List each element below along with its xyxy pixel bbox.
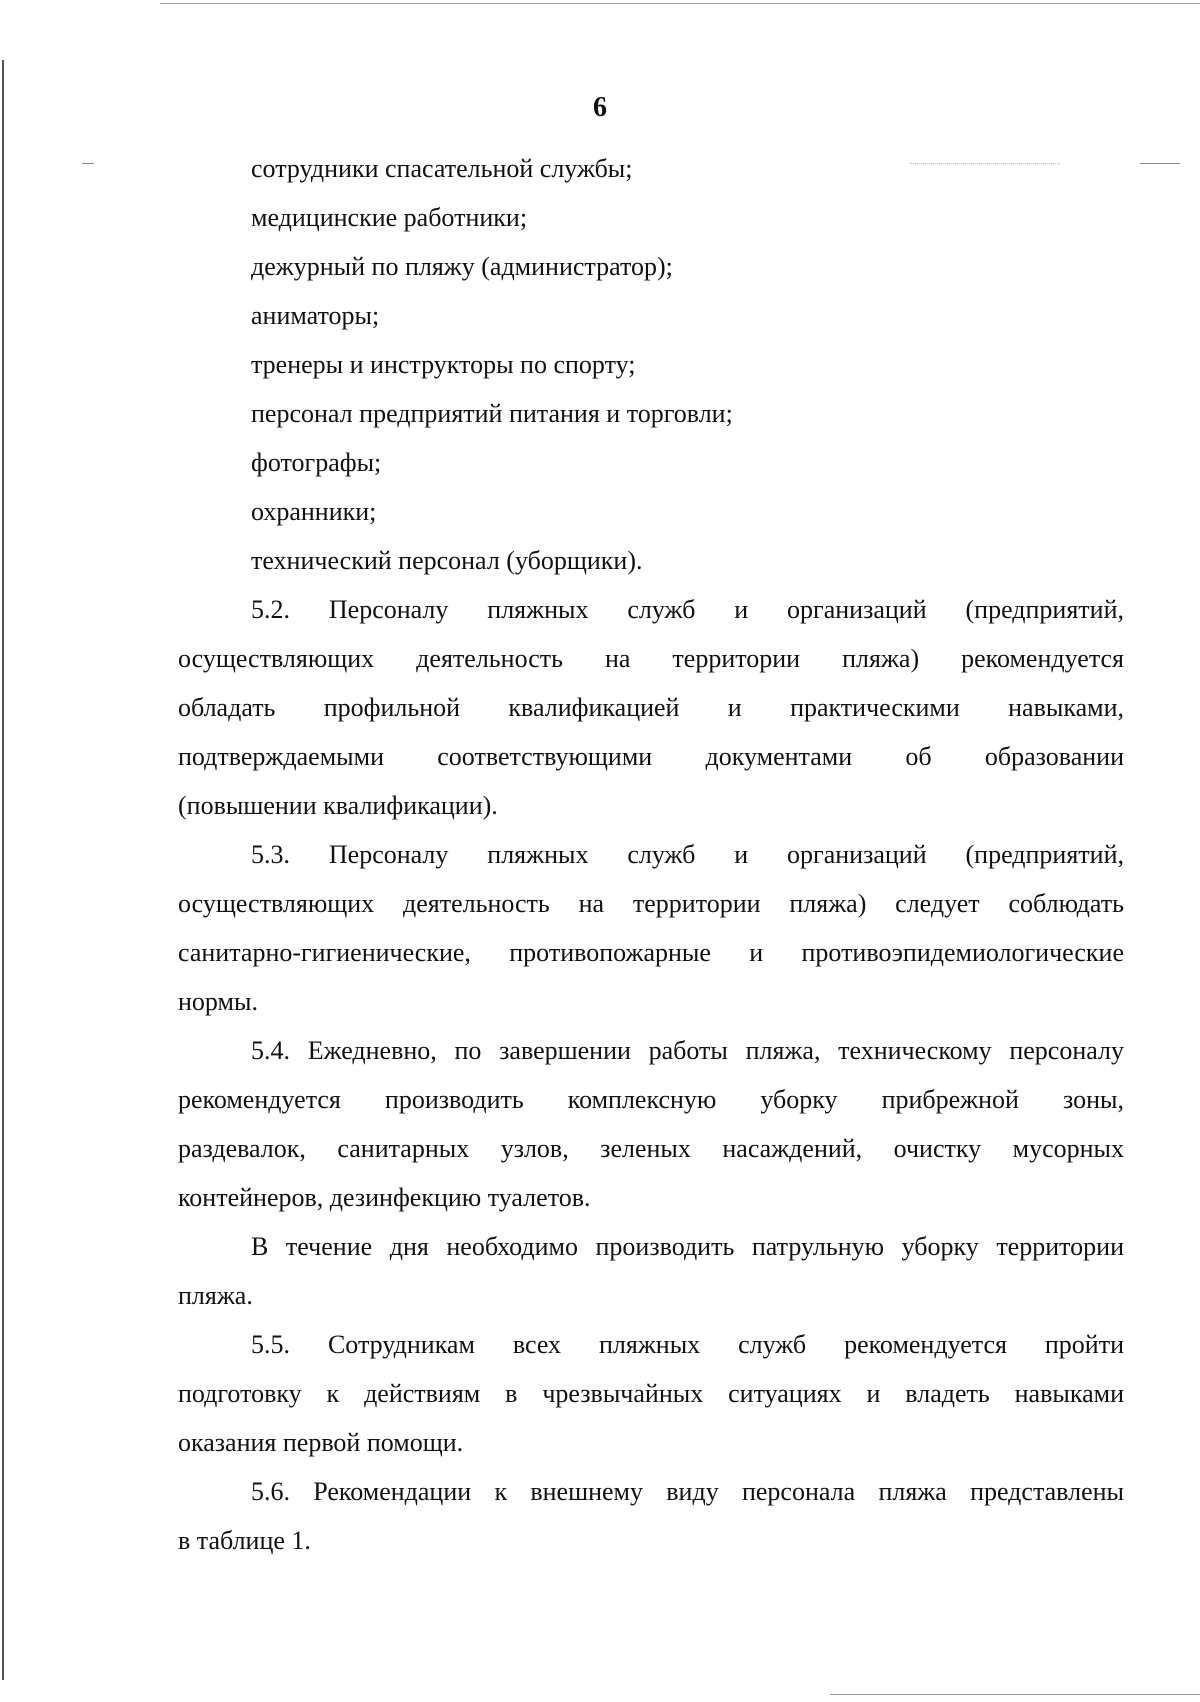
list-item: аниматоры; <box>251 301 380 330</box>
list-item: охранники; <box>251 497 377 526</box>
paragraph-5-4-line: 5.4. Ежедневно, по завершении работы пляжа, техническому персоналу <box>251 1036 1124 1065</box>
paragraph-5-3-line: 5.3. Персоналу пляжных служб и организаций (предприятий, <box>251 840 1124 869</box>
scan-edge-left <box>2 60 4 1680</box>
list-item: тренеры и инструкторы по спорту; <box>251 350 636 379</box>
scan-mark <box>1140 163 1180 164</box>
scan-mark <box>82 163 94 164</box>
paragraph-5-5-line: оказания первой помощи. <box>178 1428 464 1457</box>
paragraph-5-2-line: обладать профильной квалификацией и практическими навыками, <box>178 693 1124 722</box>
paragraph-5-5-line: 5.5. Сотрудникам всех пляжных служб рекомендуется пройти <box>251 1330 1124 1359</box>
paragraph-5-6-line: в таблице 1. <box>178 1526 311 1555</box>
list-item: дежурный по пляжу (администратор); <box>251 252 673 281</box>
paragraph-5-6-line: 5.6. Рекомендации к внешнему виду персонала пляжа представлены <box>251 1477 1124 1506</box>
page-number: 6 <box>593 92 607 123</box>
paragraph-5-3-line: санитарно-гигиенические, противопожарные и противоэпидемиологические <box>178 938 1124 967</box>
paragraph-5-2-line: подтверждаемыми соответствующими документами об образовании <box>178 742 1124 771</box>
list-item: персонал предприятий питания и торговли; <box>251 399 733 428</box>
list-item: медицинские работники; <box>251 203 528 232</box>
paragraph-5-4-line: контейнеров, дезинфекцию туалетов. <box>178 1183 591 1212</box>
paragraph-5-2-line: осуществляющих деятельность на территории пляжа) рекомендуется <box>178 644 1124 673</box>
paragraph-5-3-line: нормы. <box>178 987 258 1016</box>
scan-edge-bottom <box>830 1694 1200 1695</box>
paragraph-5-3-line: осуществляющих деятельность на территории пляжа) следует соблюдать <box>178 889 1124 918</box>
paragraph-5-4-line: раздевалок, санитарных узлов, зеленых насаждений, очистку мусорных <box>178 1134 1124 1163</box>
paragraph-patrol-line: В течение дня необходимо производить патрульную уборку территории <box>251 1232 1124 1261</box>
paragraph-5-5-line: подготовку к действиям в чрезвычайных ситуациях и владеть навыками <box>178 1379 1124 1408</box>
paragraph-5-4-line: рекомендуется производить комплексную уборку прибрежной зоны, <box>178 1085 1124 1114</box>
list-item: технический персонал (уборщики). <box>251 546 643 575</box>
paragraph-5-2-line: 5.2. Персоналу пляжных служб и организаций (предприятий, <box>251 595 1124 624</box>
scan-edge-top <box>160 3 1200 4</box>
paragraph-5-2-line: (повышении квалификации). <box>178 791 498 820</box>
paragraph-patrol-line: пляжа. <box>178 1281 253 1310</box>
list-item: фотографы; <box>251 448 382 477</box>
scan-mark <box>910 163 1060 164</box>
list-item: сотрудники спасательной службы; <box>251 154 633 183</box>
